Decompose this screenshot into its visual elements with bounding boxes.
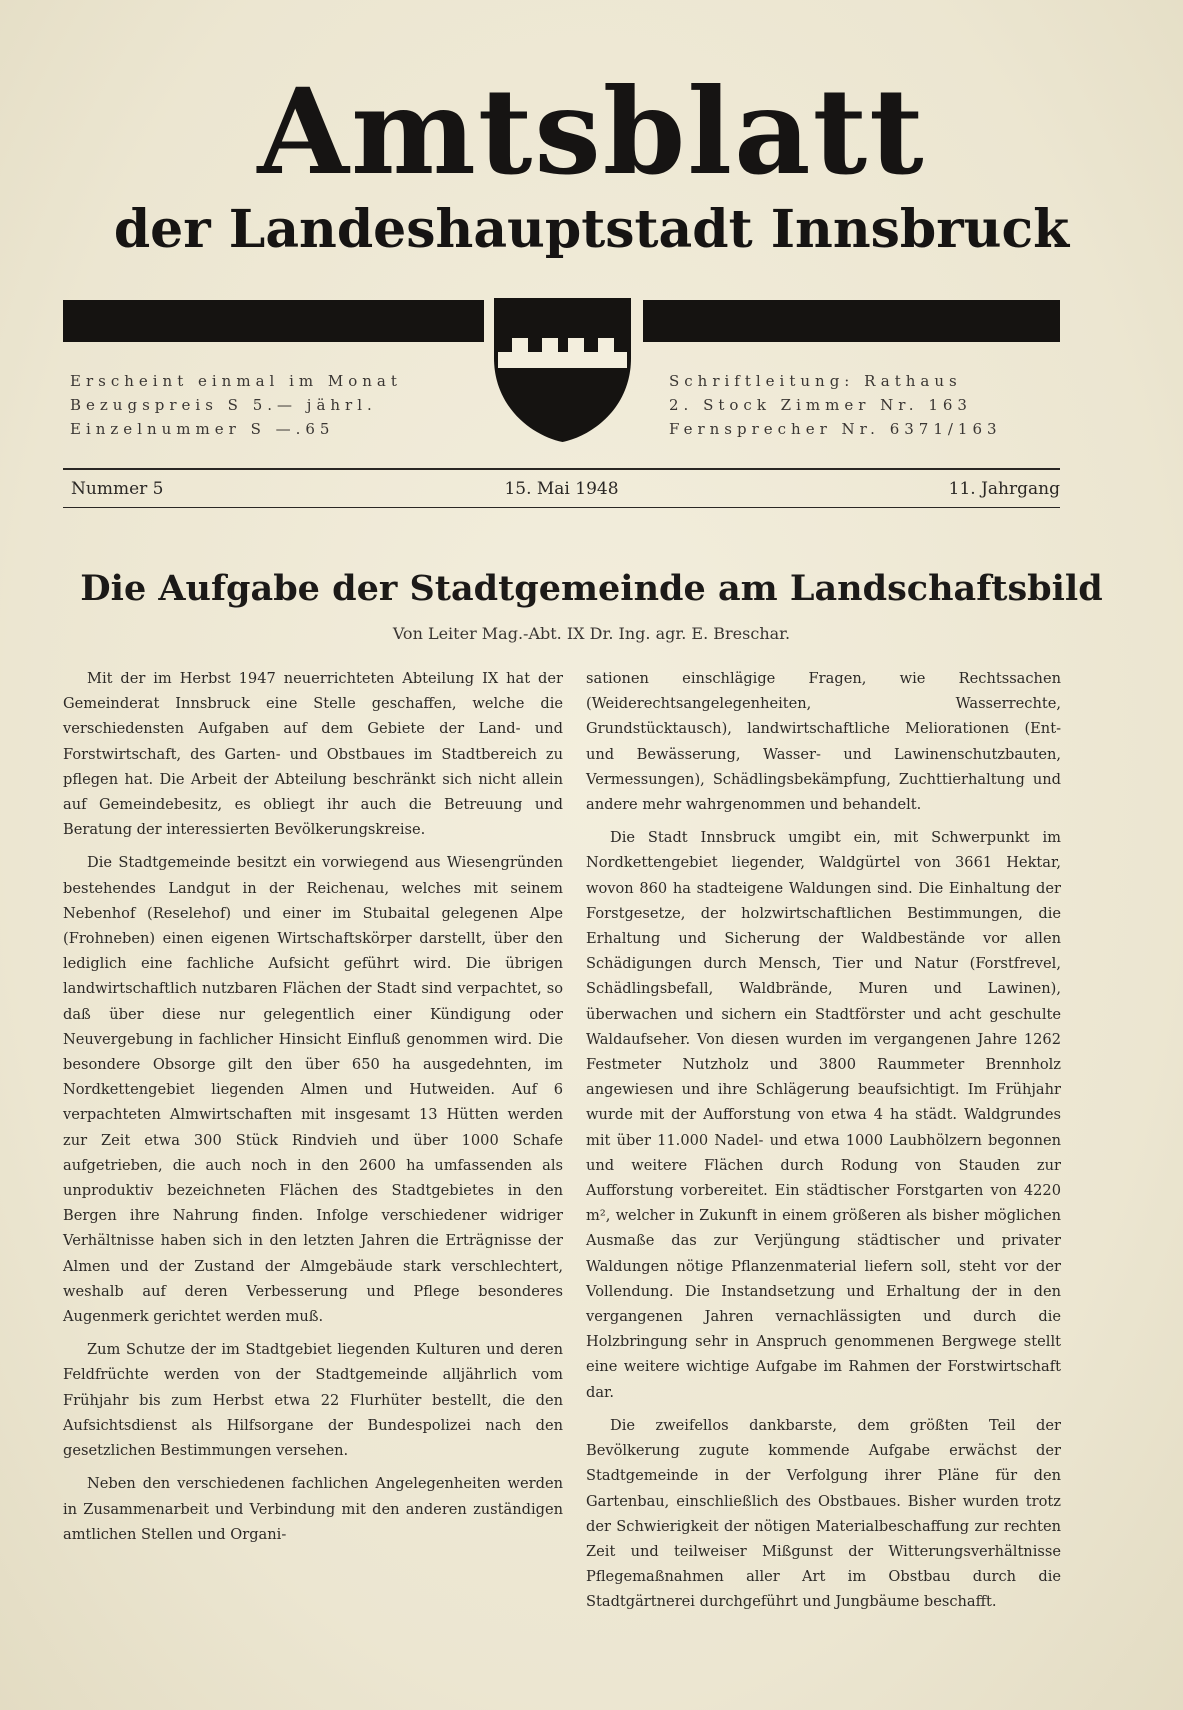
issue-volume: 11. Jahrgang [948, 479, 1060, 499]
paragraph: Die Stadt Innsbruck umgibt ein, mit Schwerpunkt im Nordkettengebiet liegender, Waldgürtel von 3661 Hektar, wovon 860 ha stadteigene Waldungen sind. Die Einhaltung der Forstgesetze, der holzwirtschaftlichen Bestimmungen, die Erhaltung und Sicherung der Waldbestände vor allen Schädigungen durch Mensch, Tier und Natur (Forstfrevel, Schädlingsbefall, Waldbrände, Muren und Lawinen), überwachen und sichern ein Stadtförster und acht geschulte Waldaufseher. Von diesen wurden im vergangenen Jahre 1262 Festmeter Nutzholz und 3800 Raummeter Brennholz angewiesen und ihre Schlägerung beaufsichtigt. Im Frühjahr wurde mit der Aufforstung von etwa 4 ha städt. Waldgrundes mit über 11.000 Nadel- und etwa 1000 Laubhölzern begonnen und weitere Flächen durch Rodung von Stauden zur Aufforstung vorbereitet. Ein städtischer Forstgarten von 4220 m², welcher in Zukunft in einem größeren als bisher möglichen Ausmaße das zur Verjüngung städtischer und privater Waldungen nötige Pflanzenmaterial liefern soll, steht vor der Vollendung. Die Instandsetzung und Erhaltung der in den vergangenen Jahren vernachlässigten und durch die Holzbringung sehr in Anspruch genommenen Bergwege stellt eine weitere wichtige Aufgabe im Rahmen der Forstwirtschaft dar. [586, 829, 1061, 1401]
masthead-bar-left [63, 300, 484, 342]
coat-of-arms-icon [492, 296, 633, 444]
divider-bottom [63, 507, 1060, 508]
info-office: Schriftleitung: Rathaus [669, 372, 962, 390]
issue-number: Nummer 5 [71, 479, 164, 499]
publication-info [70, 369, 470, 441]
paragraph: Zum Schutze der im Stadtgebiet liegenden Kulturen und deren Feldfrüchte werden von der Stadtgemeinde alljährlich vom Frühjahr bis zum Herbst etwa 22 Flurhüter bestellt, die den Aufsichtsdienst als Hilfsorgane der Bundespolizei nach den gesetzlichen Bestimmungen versehen. [63, 1341, 563, 1460]
article-title: Die Aufgabe der Stadtgemeinde am Landschaftsbild [80, 568, 1103, 609]
masthead-subtitle: der Landeshauptstadt Innsbruck [113, 199, 1070, 260]
editorial-office-info [669, 369, 1059, 441]
info-room: 2. Stock Zimmer Nr. 163 [669, 396, 972, 414]
paragraph: sationen einschlägige Fragen, wie Rechtssachen (Weiderechtsangelegenheiten, Wasserrechte, Grundstücktausch), landwirtschaftliche Meliorationen (Ent- und Bewässerung, Wasser- und Lawinenschutzbauten, Vermessungen), Schädlingsbekämpfung, Zuchttierhaltung und andere mehr wahrgenommen und behandelt. [586, 670, 1061, 814]
divider-top [63, 468, 1060, 470]
info-price: Bezugspreis S 5.— jährl. [70, 396, 377, 414]
article-column-right [586, 666, 1061, 1623]
masthead-bar-right [643, 300, 1060, 342]
paragraph: Mit der im Herbst 1947 neuerrichteten Abteilung IX hat der Gemeinderat Innsbruck eine Stelle geschaffen, welche die verschiedensten Aufgaben auf dem Gebiete der Land- und Forstwirtschaft, des Garten- und Obstbaues im Stadtbereich zu pflegen hat. Die Arbeit der Abteilung beschränkt sich nicht allein auf Gemeindebesitz, es obliegt ihr auch die Betreuung und Beratung der interessierten Bevölkerungskreise. [63, 670, 563, 839]
issue-line [63, 476, 1060, 502]
paragraph: Neben den verschiedenen fachlichen Angelegenheiten werden in Zusammenarbeit und Verbindung mit den anderen zuständigen amtlichen Stellen und Organi- [63, 1475, 563, 1543]
info-phone: Fernsprecher Nr. 6371/163 [669, 420, 1002, 438]
masthead-title: Amtsblatt [257, 62, 926, 201]
article-byline: Von Leiter Mag.-Abt. IX Dr. Ing. agr. E. Breschar. [392, 624, 791, 643]
article-column-left [63, 666, 563, 1555]
paragraph: Die Stadtgemeinde besitzt ein vorwiegend aus Wiesengründen bestehendes Landgut in der Reichenau, welches mit seinem Nebenhof (Reselehof) und einer im Stubaital gelegenen Alpe (Frohneben) einen eigenen Wirtschaftskörper darstellt, über den lediglich eine fachliche Aufsicht geführt wird. Die übrigen landwirtschaftlich nutzbaren Flächen der Stadt sind verpachtet, so daß über diese nur gelegentlich einer Kündigung oder Neuvergebung in fachlicher Hinsicht Einfluß genommen wird. Die besondere Obsorge gilt den über 650 ha ausgedehnten, im Nordkettengebiet liegenden Almen und Hutweiden. Auf 6 verpachteten Almwirtschaften mit insgesamt 13 Hütten werden zur Zeit etwa 300 Stück Rindvieh und über 1000 Schafe aufgetrieben, die auch noch in den 2600 ha umfassenden als unproduktiv bezeichneten Flächen des Stadtgebietes in den Bergen ihre Nahrung finden. Infolge verschiedener widriger Verhältnisse haben sich in den letzten Jahren die Erträgnisse der Almen und der Zustand der Almgebäude stark verschlechtert, weshalb auf deren Verbesserung und Pflege besonderes Augenmerk gerichtet werden muß. [63, 854, 563, 1326]
paragraph: Die zweifellos dankbarste, dem größten Teil der Bevölkerung zugute kommende Aufgabe erwächst der Stadtgemeinde in der Verfolgung ihrer Pläne für den Gartenbau, einschließlich des Obstbaues. Bisher wurden trotz der Schwierigkeit der nötigen Materialbeschaffung zur rechten Zeit und teilweiser Mißgunst der Witterungsverhältnisse Pflegemaßnahmen aller Art im Obstbau durch die Stadtgärtnerei durchgeführt und Jungbäume beschafft. [586, 1416, 1061, 1611]
info-single-copy: Einzelnummer S —.65 [70, 420, 335, 438]
info-frequency: Erscheint einmal im Monat [70, 372, 402, 390]
issue-date: 15. Mai 1948 [504, 479, 619, 499]
